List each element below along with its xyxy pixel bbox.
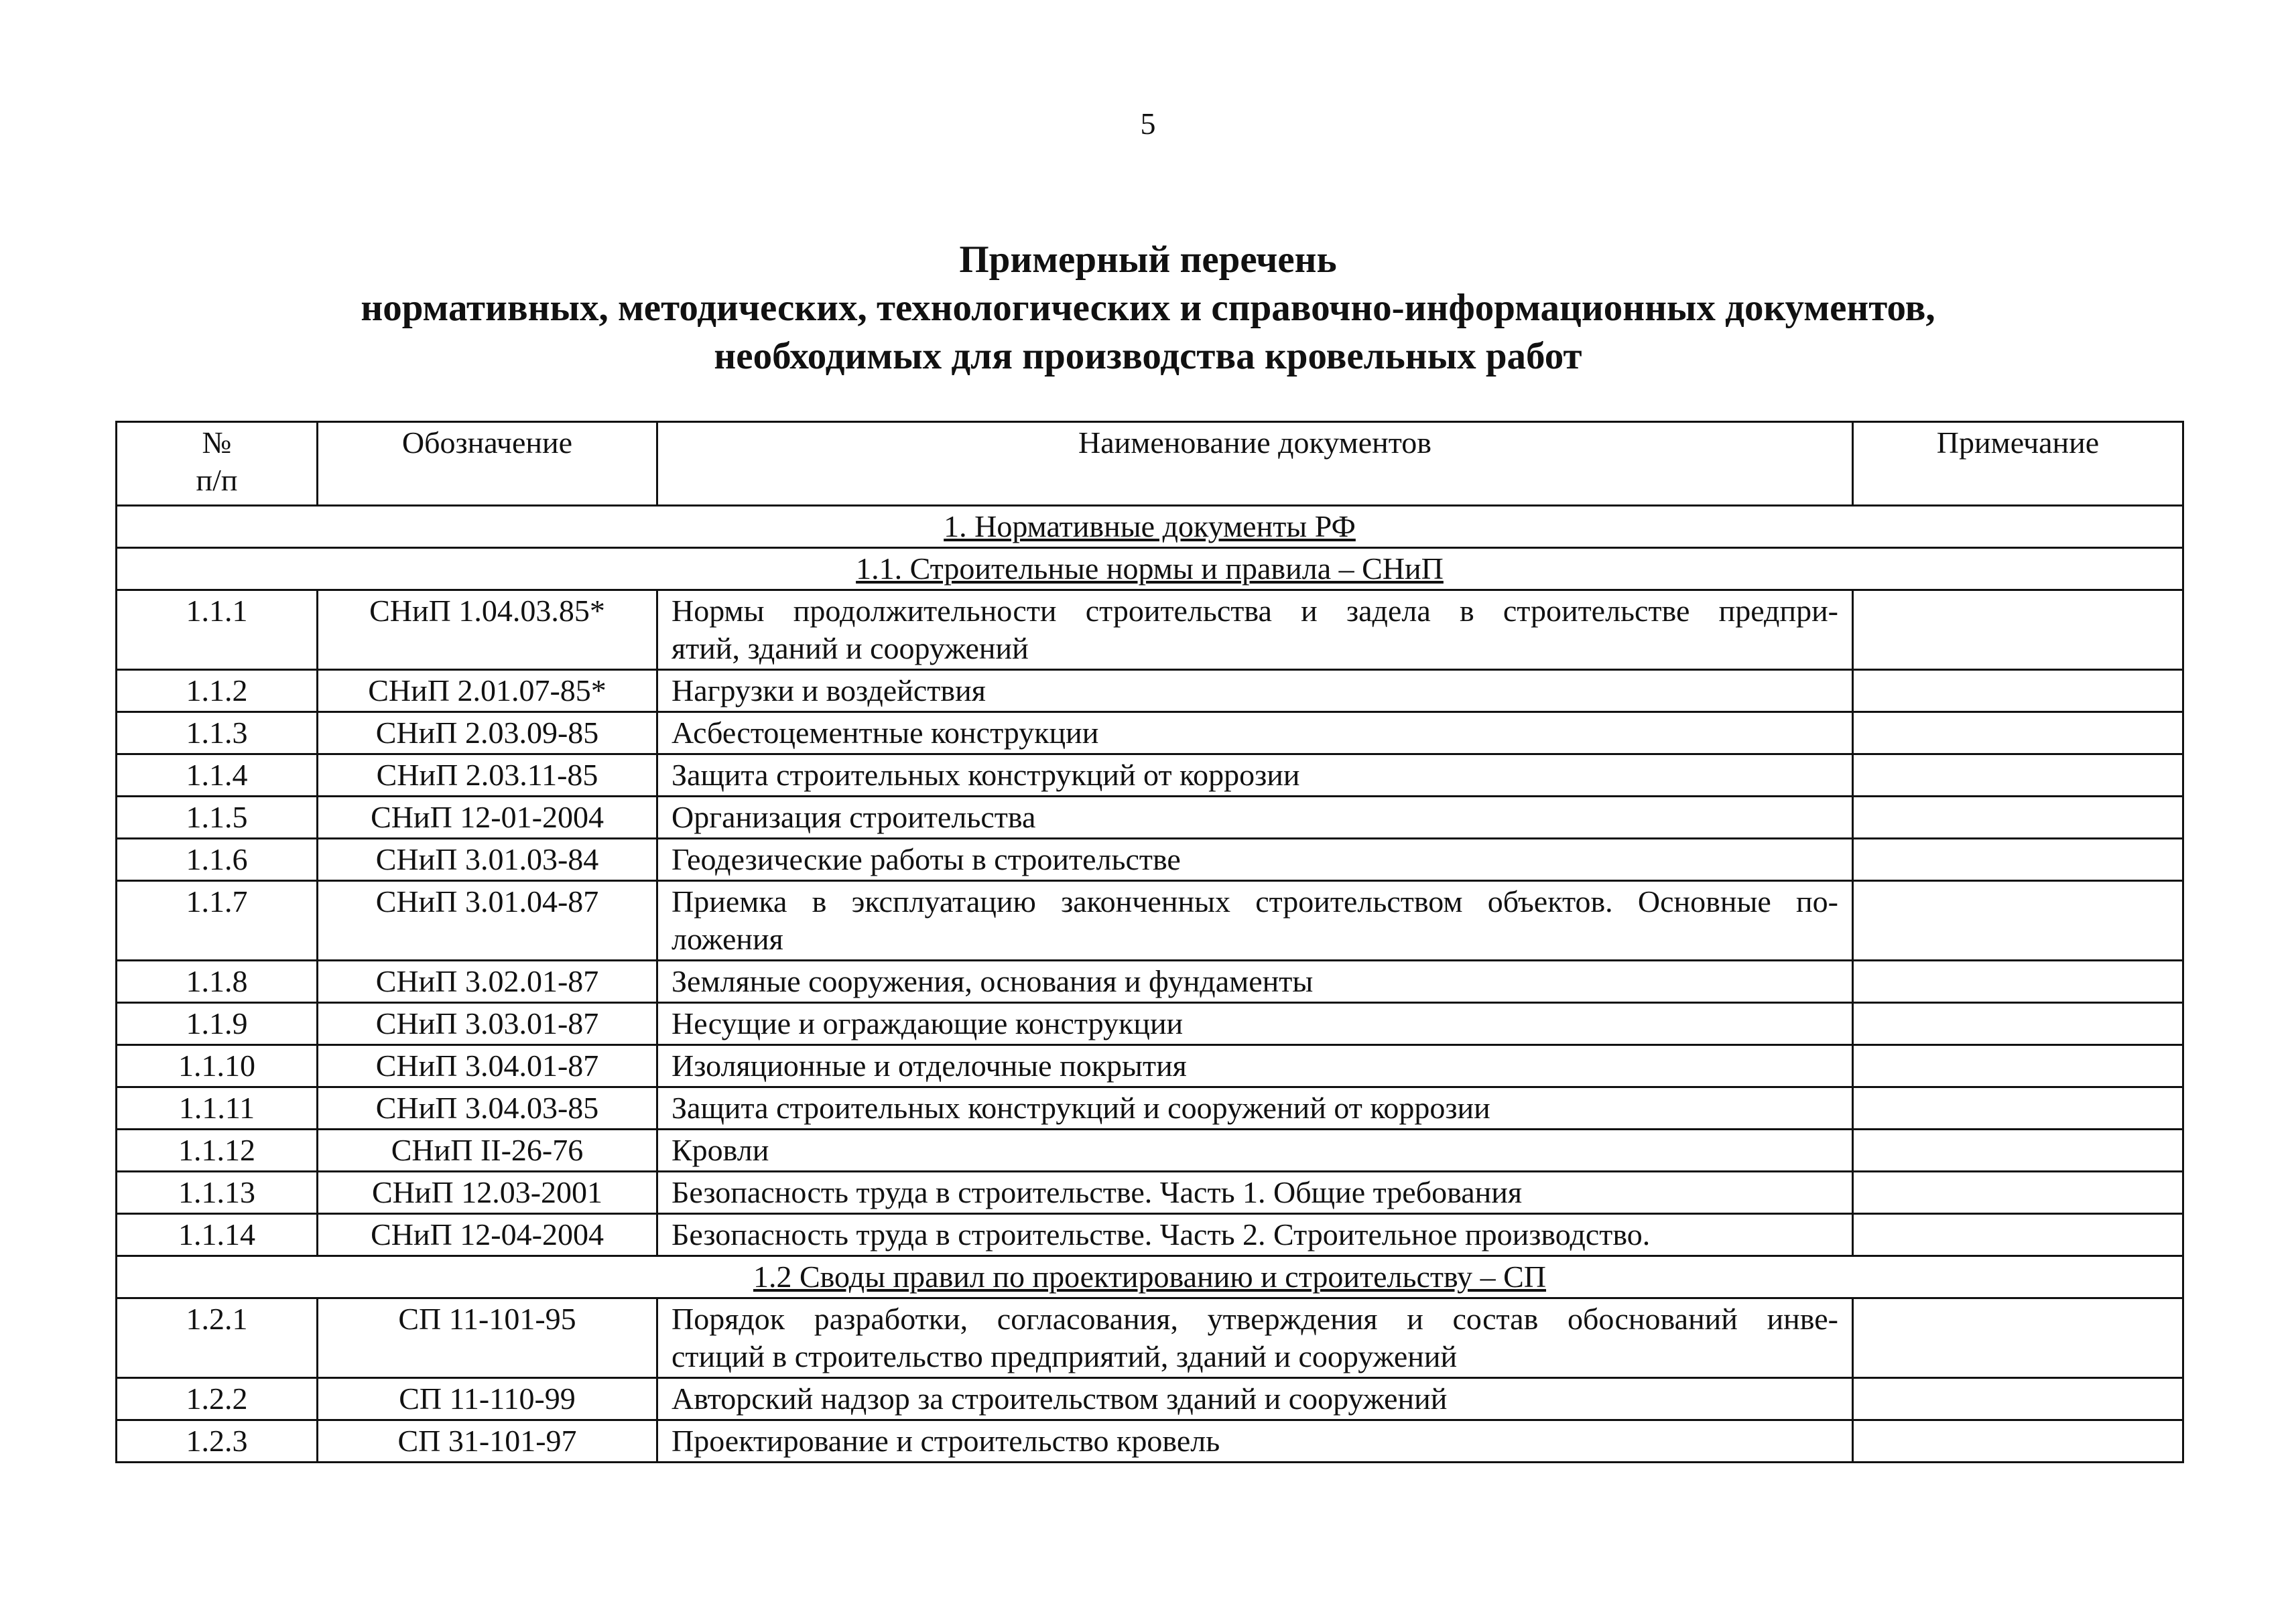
row-code: СП 31-101-97 [318, 1420, 657, 1463]
row-note [1853, 590, 2183, 670]
header-name: Наименование документов [657, 422, 1853, 506]
row-name-line-2: ятий, зданий и сооружений [672, 631, 1029, 665]
table-row [117, 1298, 2183, 1378]
row-number: 1.1.5 [117, 797, 318, 839]
row-number: 1.1.12 [117, 1130, 318, 1172]
documents-table [115, 421, 2184, 1463]
row-name-line-1: Нормы продолжительности строительства и задела в строительстве предпри- [672, 594, 1838, 628]
row-note [1853, 797, 2183, 839]
row-name-line-1: Порядок разработки, согласования, утверждения и состав обоснований инве- [672, 1302, 1838, 1336]
row-note [1853, 961, 2183, 1003]
row-name: Кровли [657, 1130, 1853, 1172]
row-name: Несущие и ограждающие конструкции [657, 1003, 1853, 1045]
row-number: 1.1.7 [117, 881, 318, 961]
row-note [1853, 1298, 2183, 1378]
table-row [117, 1045, 2183, 1087]
row-number: 1.2.2 [117, 1378, 318, 1420]
row-code: СНиП 12-04-2004 [318, 1214, 657, 1256]
row-number: 1.1.2 [117, 670, 318, 712]
section-heading-row [117, 548, 2183, 590]
row-name: Защита строительных конструкций и сооружений от коррозии [657, 1087, 1853, 1130]
table-row [117, 754, 2183, 797]
row-name-line-1: Приемка в эксплуатацию законченных строительством объектов. Основные по- [672, 884, 1838, 919]
row-note [1853, 754, 2183, 797]
row-name: Геодезические работы в строительстве [657, 839, 1853, 881]
table-row [117, 1087, 2183, 1130]
header-number [117, 422, 318, 506]
table-row [117, 712, 2183, 754]
row-note [1853, 1130, 2183, 1172]
row-name: Нагрузки и воздействия [657, 670, 1853, 712]
row-code: СНиП 3.03.01-87 [318, 1003, 657, 1045]
row-note [1853, 1087, 2183, 1130]
row-code: СНиП 1.04.03.85* [318, 590, 657, 670]
row-number: 1.1.13 [117, 1172, 318, 1214]
row-note [1853, 712, 2183, 754]
row-number: 1.2.3 [117, 1420, 318, 1463]
row-name [657, 590, 1853, 670]
row-name: Организация строительства [657, 797, 1853, 839]
table-row [117, 881, 2183, 961]
row-code: СНиП 3.04.01-87 [318, 1045, 657, 1087]
row-number: 1.2.1 [117, 1298, 318, 1378]
row-number: 1.1.8 [117, 961, 318, 1003]
row-name: Безопасность труда в строительстве. Часть 2. Строительное производство. [657, 1214, 1853, 1256]
table-row [117, 961, 2183, 1003]
row-name [657, 881, 1853, 961]
row-code: СП 11-101-95 [318, 1298, 657, 1378]
table-row [117, 1130, 2183, 1172]
row-note [1853, 1420, 2183, 1463]
row-note [1853, 1214, 2183, 1256]
row-name: Асбестоцементные конструкции [657, 712, 1853, 754]
table-row [117, 670, 2183, 712]
section-heading-row [117, 1256, 2183, 1298]
document-title-line-1: Примерный перечень [959, 239, 1337, 281]
row-note [1853, 1172, 2183, 1214]
row-name [657, 1298, 1853, 1378]
row-number: 1.1.11 [117, 1087, 318, 1130]
row-name: Изоляционные и отделочные покрытия [657, 1045, 1853, 1087]
row-note [1853, 670, 2183, 712]
header-note: Примечание [1853, 422, 2183, 506]
row-code: СНиП 12.03-2001 [318, 1172, 657, 1214]
row-number: 1.1.10 [117, 1045, 318, 1087]
row-note [1853, 1378, 2183, 1420]
row-number: 1.1.6 [117, 839, 318, 881]
row-name-line-2: стиций в строительство предприятий, зданий и сооружений [672, 1339, 1458, 1373]
row-code: СНиП 2.03.11-85 [318, 754, 657, 797]
table-header-row [117, 422, 2183, 506]
row-number: 1.1.14 [117, 1214, 318, 1256]
row-code: СНиП 2.01.07-85* [318, 670, 657, 712]
section-heading-1-2: 1.2 Своды правил по проектированию и строительству – СП [117, 1256, 2183, 1298]
row-code: СНиП 3.01.03-84 [318, 839, 657, 881]
row-number: 1.1.3 [117, 712, 318, 754]
document-title-line-3: необходимых для производства кровельных работ [714, 335, 1582, 377]
section-heading-1: 1. Нормативные документы РФ [117, 506, 2183, 548]
row-note [1853, 881, 2183, 961]
row-code: СНиП 3.02.01-87 [318, 961, 657, 1003]
row-number: 1.1.4 [117, 754, 318, 797]
row-note [1853, 1045, 2183, 1087]
table-row [117, 1214, 2183, 1256]
row-name: Проектирование и строительство кровель [657, 1420, 1853, 1463]
row-name-line-2: ложения [672, 922, 783, 956]
table-row [117, 1172, 2183, 1214]
row-name: Авторский надзор за строительством зданий и сооружений [657, 1378, 1853, 1420]
section-heading-row [117, 506, 2183, 548]
row-code: СНиП 2.03.09-85 [318, 712, 657, 754]
row-code: СНиП 3.01.04-87 [318, 881, 657, 961]
header-number-symbol: № [202, 425, 232, 460]
table-row [117, 1003, 2183, 1045]
table-row [117, 1378, 2183, 1420]
page-number: 5 [1140, 107, 1156, 141]
header-number-pp: п/п [196, 463, 238, 497]
table-row [117, 1420, 2183, 1463]
row-note [1853, 839, 2183, 881]
table-row [117, 839, 2183, 881]
row-name: Безопасность труда в строительстве. Часть 1. Общие требования [657, 1172, 1853, 1214]
row-number: 1.1.9 [117, 1003, 318, 1045]
row-code: СНиП II-26-76 [318, 1130, 657, 1172]
row-code: СНиП 12-01-2004 [318, 797, 657, 839]
row-name: Земляные сооружения, основания и фундаменты [657, 961, 1853, 1003]
row-code: СП 11-110-99 [318, 1378, 657, 1420]
table-row [117, 797, 2183, 839]
header-code: Обозначение [318, 422, 657, 506]
row-name: Защита строительных конструкций от коррозии [657, 754, 1853, 797]
section-heading-1-1: 1.1. Строительные нормы и правила – СНиП [117, 548, 2183, 590]
document-title-line-2: нормативных, методических, технологических и справочно-информационных документов, [361, 287, 1935, 329]
row-note [1853, 1003, 2183, 1045]
row-number: 1.1.1 [117, 590, 318, 670]
row-code: СНиП 3.04.03-85 [318, 1087, 657, 1130]
table-row [117, 590, 2183, 670]
